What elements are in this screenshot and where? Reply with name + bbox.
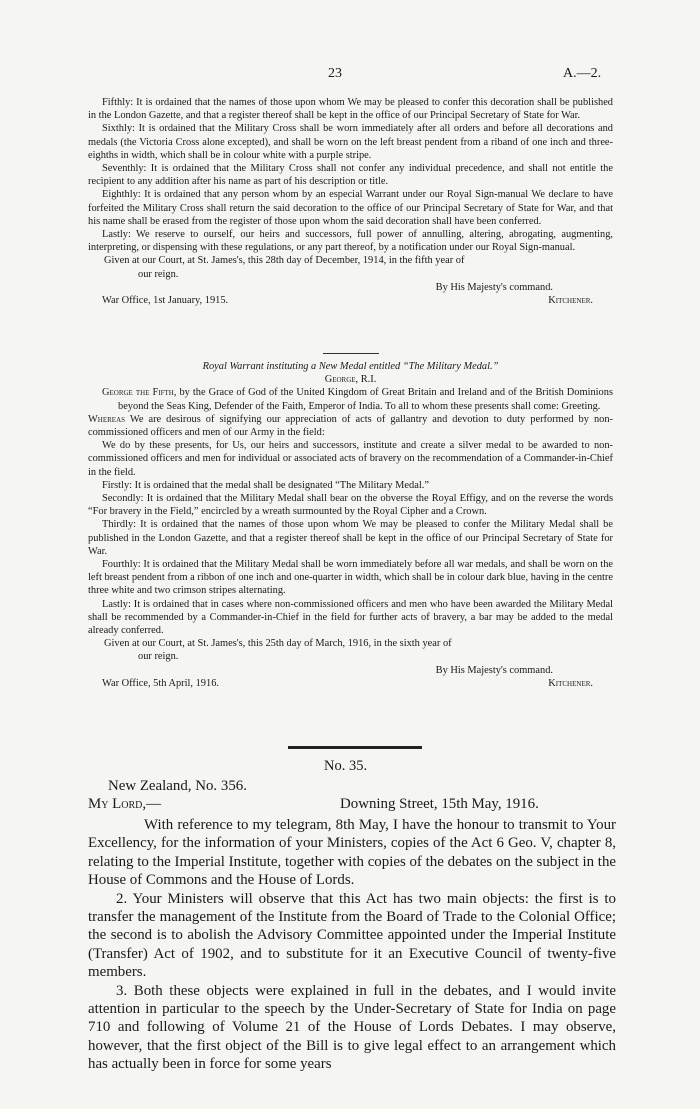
paragraph-thirdly: Thirdly: It is ordained that the names of those upon whom We may be pleased to confer the Military Medal shall be published in the London Gazette, and that a register thereof shall be kept in the office of our Principal Secretary of State for War. — [88, 519, 613, 557]
warrant-title: Royal Warrant instituting a New Medal entitled “The Military Medal.” — [202, 361, 499, 372]
signature: Kitchener. — [548, 677, 593, 689]
section-rule — [288, 746, 422, 749]
paragraph-sixthly: Sixthly: It is ordained that the Military Cross shall be worn immediately after all orders and before all decorations and medals (the Victoria Cross alone excepted), and shall be worn on the left breast pendent from a riband of one inch and three-eighths in width, which shall be in colour white with a purple stripe. — [88, 123, 613, 161]
despatch-body — [88, 816, 616, 1074]
by-command: By His Majesty's command. — [435, 281, 553, 293]
war-office-date: War Office, 5th April, 1916. — [102, 677, 219, 689]
paragraph-eighthly: Eighthly: It is ordained that any person whom by an especial Warrant under our Royal Sign-manual We declare to have forfeited the Military Cross shall return the said decoration to the office of our Principal Secretary of State for War, and that his name shall be erased from the register of those upon whom the said decoration shall have been conferred. — [88, 189, 613, 227]
military-cross-warrant-end — [88, 96, 613, 307]
military-medal-warrant — [88, 348, 613, 690]
sovereign: George, R.I. — [324, 374, 377, 386]
command-line — [88, 281, 613, 294]
page-number: 23 — [328, 66, 342, 81]
given-continuation: our reign. — [138, 651, 179, 663]
paragraph-firstly: Firstly: It is ordained that the medal shall be designated “The Military Medal.” — [102, 479, 429, 491]
paragraph-institute: We do by these presents, for Us, our heirs and successors, institute and create a silver medal to be awarded to non-commissioned officers and men for individual or associated acts of bravery on the recommendation of a Commander-in-Chief in the field. — [88, 440, 613, 478]
section-divider — [323, 353, 379, 354]
given-at-court: Given at our Court, at St. James's, this 28th day of December, 1914, in the fifth year of — [104, 255, 465, 267]
paragraph-lastly: Lastly: We reserve to ourself, our heirs and successors, full power of annulling, altering, abrogating, augmenting, interpreting, or dispensing with these regulations, or any part thereof, by a notification under our Royal Sign-manual. — [88, 229, 613, 254]
office-line — [88, 677, 613, 690]
whereas-lead: Whereas — [88, 413, 126, 425]
paragraph-secondly: Secondly: It is ordained that the Military Medal shall bear on the obverse the Royal Effigy, and on the reverse the words “For bravery in the Field,” encircled by a wreath surmounted by the Royal Cipher and a Crown. — [88, 493, 613, 518]
paragraph-lastly-medal: Lastly: It is ordained that in cases where non-commissioned officers and men who have been awarded the Military Medal shall be recommended by a Commander-in-Chief in the field for further acts of bravery, a bar may be added to the medal already conferred. — [88, 598, 613, 637]
despatch-paragraph-2: 2. Your Ministers will observe that this Act has two main objects: the first is to transfer the management of the Institute from the Board of Trade to the Colonial Office; the second is to abolish the Advisory Committee appointed under the Imperial Institute (Transfer) Act of 1902, and to substitute for it an Executive Council of twenty-five members. — [88, 890, 616, 981]
dominion-reference: New Zealand, No. 356. — [108, 778, 247, 794]
paragraph-seventhly: Seventhly: It is ordained that the Military Cross shall not confer any individual precedence, and shall not entitle the recipient to any addition after his name as part of his description or title. — [88, 163, 613, 188]
command-line — [88, 664, 613, 677]
despatch-paragraph-1: With reference to my telegram, 8th May, I have the honour to transmit to Your Excellency, for the information of your Ministers, copies of the Act 6 Geo. V, chapter 8, relating to the Imperial Institute, together with copies of the debates on the subject in the House of Commons and the House of Lords. — [88, 817, 616, 889]
given-continuation: our reign. — [138, 268, 179, 280]
whereas-paragraph — [88, 413, 613, 439]
paragraph-fifthly: Fifthly: It is ordained that the names of those upon whom We may be pleased to confer this decoration shall be published in the London Gazette, and that a register thereof shall be kept in the office of our Principal Secretary of State for War. — [88, 97, 613, 122]
office-line — [88, 294, 613, 307]
document-reference: A.—2. — [563, 66, 602, 81]
war-office-date: War Office, 1st January, 1915. — [102, 295, 229, 307]
salutation: My Lord,— — [88, 796, 162, 812]
whereas-text: We are desirous of signifying our appreciation of acts of gallantry and devotion to duty performed by non-commissioned officers and men of our Army in the field: — [88, 413, 613, 439]
paragraph-fourthly: Fourthly: It is ordained that the Military Medal shall be worn immediately before all war medals, and shall be worn on the left breast pendent from a ribbon of one inch and one-quarter in width, which shall be in colour dark blue, having in the centre three white and two crimson stripes alternating. — [88, 559, 613, 597]
despatch-date: Downing Street, 15th May, 1916. — [340, 796, 539, 812]
salutation-line — [88, 796, 616, 813]
despatch-number: No. 35. — [324, 758, 368, 774]
preamble-text: by the Grace of God of the United Kingdom of Great Britain and Ireland and of the British Dominions beyond the Seas King, Defender of the Faith, Emperor of India. To all to whom these presents shall come: Greeting. — [118, 387, 613, 412]
signature: Kitchener. — [548, 295, 593, 307]
preamble — [88, 386, 613, 412]
given-at-court: Given at our Court, at St. James's, this 25th day of March, 1916, in the sixth year of — [104, 638, 452, 650]
despatch-paragraph-3: 3. Both these objects were explained in full in the debates, and I would invite attention in particular to the speech by the Under-Secretary of State for India on page 710 and following of Volume 21 of the House of Lords Debates. I may observe, however, that the first object of the Bill is to give legal effect to an arrangement which has actually been in force for some years — [88, 982, 616, 1073]
by-command: By His Majesty's command. — [435, 664, 553, 676]
preamble-lead: George the Fifth, — [102, 387, 177, 399]
